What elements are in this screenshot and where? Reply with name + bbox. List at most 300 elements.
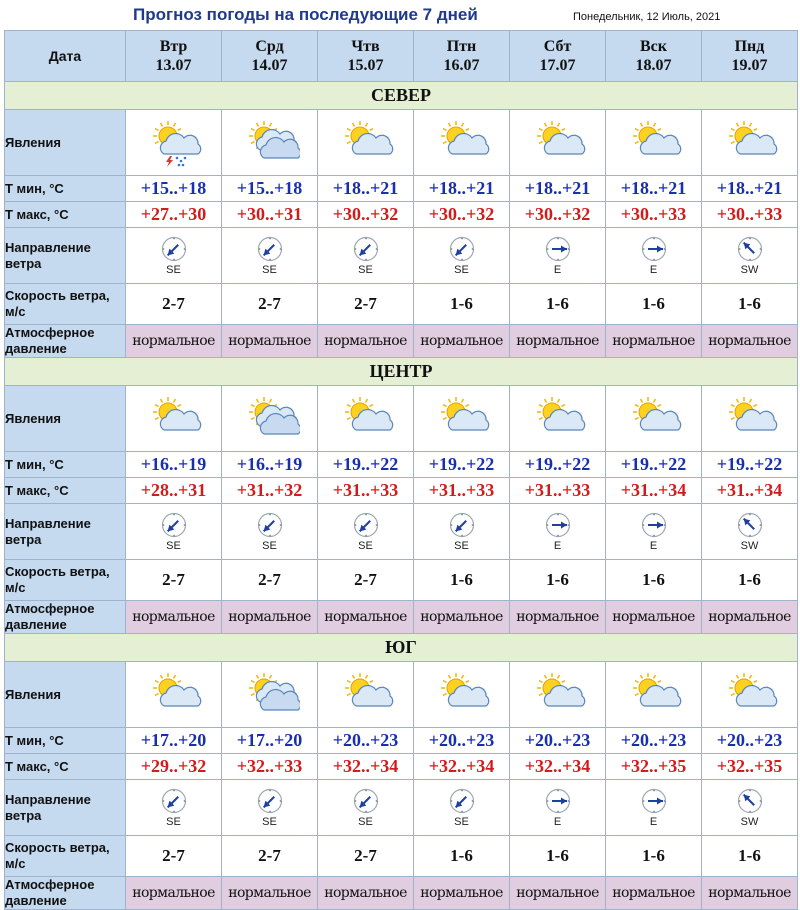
wind-speed-cell bbox=[510, 836, 606, 877]
tmin-value: +19..+22 bbox=[716, 454, 783, 474]
wind-direction-cell bbox=[222, 228, 318, 284]
tmax-cell bbox=[414, 202, 510, 228]
tmin-value: +20..+23 bbox=[716, 730, 783, 750]
partly-cloudy-icon bbox=[414, 670, 509, 720]
partly-cloudy-icon bbox=[702, 394, 797, 444]
wind-speed-cell bbox=[414, 284, 510, 325]
cloudy-sun-icon bbox=[222, 670, 317, 720]
tmin-cell bbox=[606, 728, 702, 754]
partly-cloudy-icon bbox=[510, 118, 605, 168]
wind-speed-cell bbox=[222, 560, 318, 601]
partly-cloudy-icon bbox=[606, 670, 701, 720]
pressure-cell: нормальное bbox=[414, 325, 510, 358]
wind-speed-value: 1-6 bbox=[450, 294, 473, 313]
day-header bbox=[126, 31, 222, 82]
pressure-row bbox=[5, 325, 798, 358]
compass-icon bbox=[510, 236, 605, 262]
wind-speed-value: 1-6 bbox=[546, 294, 569, 313]
day-date: 19.07 bbox=[731, 57, 768, 74]
tmax-cell bbox=[222, 754, 318, 780]
weather-cell bbox=[702, 110, 798, 176]
tmax-value: +29..+32 bbox=[140, 756, 207, 776]
wind-speed-cell bbox=[318, 284, 414, 325]
compass-icon bbox=[702, 512, 797, 538]
tmax-value: +32..+34 bbox=[428, 756, 495, 776]
day-date: 18.07 bbox=[635, 57, 672, 74]
compass-icon bbox=[126, 236, 221, 262]
row-label-tmax: Т макс, °С bbox=[5, 754, 126, 780]
day-date: 15.07 bbox=[347, 57, 384, 74]
wind-direction-cell bbox=[318, 228, 414, 284]
wind-speed-row bbox=[5, 836, 798, 877]
tmin-row bbox=[5, 452, 798, 478]
row-label-tmin: Т мин, °С bbox=[5, 176, 126, 202]
row-label-tmax: Т макс, °С bbox=[5, 202, 126, 228]
tmax-value: +31..+33 bbox=[332, 480, 399, 500]
wind-direction-label: SE bbox=[166, 539, 181, 552]
wind-speed-value: 1-6 bbox=[738, 846, 761, 865]
tmax-value: +30..+33 bbox=[620, 204, 687, 224]
forecast-table bbox=[4, 30, 798, 910]
date-column-label: Дата bbox=[5, 31, 126, 82]
compass-icon bbox=[126, 788, 221, 814]
cloudy-sun-icon bbox=[222, 118, 317, 168]
weather-cell bbox=[222, 110, 318, 176]
day-date: 13.07 bbox=[155, 57, 192, 74]
tmin-value: +18..+21 bbox=[620, 178, 687, 198]
wind-direction-row bbox=[5, 228, 798, 284]
weather-cell bbox=[510, 662, 606, 728]
tmin-value: +19..+22 bbox=[524, 454, 591, 474]
page-header bbox=[0, 0, 800, 30]
tmin-value: +19..+22 bbox=[428, 454, 495, 474]
partly-cloudy-icon bbox=[414, 118, 509, 168]
tmin-cell bbox=[702, 176, 798, 202]
tmin-row bbox=[5, 728, 798, 754]
wind-direction-label: SE bbox=[358, 263, 373, 276]
tmax-row bbox=[5, 202, 798, 228]
partly-cloudy-icon bbox=[510, 394, 605, 444]
wind-speed-value: 1-6 bbox=[738, 570, 761, 589]
tmax-value: +32..+34 bbox=[524, 756, 591, 776]
wind-speed-cell bbox=[510, 284, 606, 325]
region-name: СЕВЕР bbox=[5, 82, 798, 110]
tmax-row bbox=[5, 754, 798, 780]
wind-direction-cell bbox=[222, 504, 318, 560]
wind-direction-label: SW bbox=[740, 539, 759, 552]
wind-direction-cell bbox=[510, 504, 606, 560]
row-label-phenomena: Явления bbox=[5, 110, 126, 176]
tmax-value: +31..+34 bbox=[620, 480, 687, 500]
wind-speed-cell bbox=[318, 560, 414, 601]
weather-cell bbox=[606, 386, 702, 452]
partly-cloudy-icon bbox=[318, 670, 413, 720]
wind-speed-cell bbox=[318, 836, 414, 877]
wind-direction-label: SE bbox=[262, 539, 277, 552]
tmin-value: +20..+23 bbox=[524, 730, 591, 750]
wind-speed-cell bbox=[606, 560, 702, 601]
compass-icon bbox=[318, 788, 413, 814]
region-name: ЦЕНТР bbox=[5, 358, 798, 386]
tmax-cell bbox=[606, 202, 702, 228]
region-name: ЮГ bbox=[5, 634, 798, 662]
tmax-value: +32..+35 bbox=[620, 756, 687, 776]
wind-direction-label: SE bbox=[454, 539, 469, 552]
day-name: Чтв bbox=[351, 38, 380, 55]
row-label-pressure: Атмосферное давление bbox=[5, 601, 126, 634]
day-header bbox=[606, 31, 702, 82]
wind-direction-label: SW bbox=[740, 263, 759, 276]
weather-cell bbox=[702, 662, 798, 728]
tmax-value: +30..+32 bbox=[428, 204, 495, 224]
pressure-cell: нормальное bbox=[126, 325, 222, 358]
weather-cell bbox=[606, 662, 702, 728]
row-label-pressure: Атмосферное давление bbox=[5, 325, 126, 358]
pressure-cell: нормальное bbox=[414, 877, 510, 910]
wind-speed-value: 2-7 bbox=[162, 846, 185, 865]
wind-direction-row bbox=[5, 504, 798, 560]
tmin-value: +18..+21 bbox=[332, 178, 399, 198]
wind-direction-label: SE bbox=[454, 263, 469, 276]
compass-icon bbox=[222, 236, 317, 262]
partly-cloudy-icon bbox=[318, 118, 413, 168]
wind-speed-value: 1-6 bbox=[546, 570, 569, 589]
wind-speed-value: 1-6 bbox=[642, 846, 665, 865]
day-header bbox=[702, 31, 798, 82]
row-label-phenomena: Явления bbox=[5, 386, 126, 452]
tmax-cell bbox=[318, 202, 414, 228]
wind-speed-cell bbox=[126, 560, 222, 601]
tmin-value: +18..+21 bbox=[428, 178, 495, 198]
compass-icon bbox=[510, 788, 605, 814]
tmin-value: +18..+21 bbox=[524, 178, 591, 198]
weather-cell bbox=[318, 662, 414, 728]
partly-cloudy-icon bbox=[702, 118, 797, 168]
pressure-cell: нормальное bbox=[126, 601, 222, 634]
tmin-cell bbox=[510, 452, 606, 478]
tmin-cell bbox=[222, 728, 318, 754]
weather-cell bbox=[414, 110, 510, 176]
pressure-cell: нормальное bbox=[126, 877, 222, 910]
row-label-tmin: Т мин, °С bbox=[5, 452, 126, 478]
wind-direction-cell bbox=[606, 228, 702, 284]
tmin-value: +18..+21 bbox=[716, 178, 783, 198]
wind-direction-cell bbox=[510, 228, 606, 284]
wind-direction-label: SE bbox=[454, 815, 469, 828]
wind-direction-cell bbox=[126, 504, 222, 560]
wind-direction-cell bbox=[318, 780, 414, 836]
tmax-cell bbox=[510, 754, 606, 780]
day-name: Сбт bbox=[543, 38, 572, 55]
weather-cell bbox=[606, 110, 702, 176]
partly-cloudy-icon bbox=[702, 670, 797, 720]
tmin-cell bbox=[606, 176, 702, 202]
header-row bbox=[5, 31, 798, 82]
wind-direction-label: SE bbox=[166, 263, 181, 276]
wind-direction-cell bbox=[414, 228, 510, 284]
partly-cloudy-rain-thunder-icon bbox=[126, 118, 221, 168]
wind-direction-cell bbox=[606, 504, 702, 560]
tmin-cell bbox=[318, 176, 414, 202]
tmin-value: +20..+23 bbox=[332, 730, 399, 750]
partly-cloudy-icon bbox=[510, 670, 605, 720]
day-date: 17.07 bbox=[539, 57, 576, 74]
pressure-cell: нормальное bbox=[510, 601, 606, 634]
day-header bbox=[318, 31, 414, 82]
compass-icon bbox=[318, 512, 413, 538]
pressure-cell: нормальное bbox=[222, 325, 318, 358]
partly-cloudy-icon bbox=[414, 394, 509, 444]
pressure-cell: нормальное bbox=[606, 601, 702, 634]
tmin-cell bbox=[702, 452, 798, 478]
row-label-wind-direction: Направление ветра bbox=[5, 228, 126, 284]
wind-speed-value: 1-6 bbox=[642, 570, 665, 589]
tmax-cell bbox=[318, 754, 414, 780]
tmin-value: +20..+23 bbox=[620, 730, 687, 750]
current-date: Понедельник, 12 Июль, 2021 bbox=[573, 11, 721, 23]
weather-cell bbox=[510, 110, 606, 176]
tmax-cell bbox=[414, 754, 510, 780]
wind-speed-cell bbox=[126, 836, 222, 877]
wind-direction-cell bbox=[702, 780, 798, 836]
tmin-value: +19..+22 bbox=[332, 454, 399, 474]
tmin-cell bbox=[510, 176, 606, 202]
compass-icon bbox=[510, 512, 605, 538]
partly-cloudy-icon bbox=[126, 670, 221, 720]
row-label-wind-speed: Скорость ветра, м/с bbox=[5, 284, 126, 325]
wind-direction-cell bbox=[606, 780, 702, 836]
wind-speed-value: 2-7 bbox=[354, 294, 377, 313]
weather-cell bbox=[318, 110, 414, 176]
compass-icon bbox=[606, 236, 701, 262]
wind-speed-cell bbox=[702, 836, 798, 877]
wind-direction-label: E bbox=[649, 539, 658, 552]
wind-direction-cell bbox=[126, 780, 222, 836]
wind-direction-label: SW bbox=[740, 815, 759, 828]
tmax-cell bbox=[702, 478, 798, 504]
wind-speed-value: 1-6 bbox=[450, 846, 473, 865]
wind-direction-label: E bbox=[649, 815, 658, 828]
tmax-cell bbox=[318, 478, 414, 504]
tmax-value: +31..+33 bbox=[524, 480, 591, 500]
tmin-cell bbox=[606, 452, 702, 478]
weather-row bbox=[5, 110, 798, 176]
pressure-row bbox=[5, 877, 798, 910]
wind-direction-cell bbox=[222, 780, 318, 836]
tmax-value: +30..+32 bbox=[332, 204, 399, 224]
pressure-cell: нормальное bbox=[606, 877, 702, 910]
pressure-row bbox=[5, 601, 798, 634]
row-label-tmax: Т макс, °С bbox=[5, 478, 126, 504]
tmax-cell bbox=[126, 202, 222, 228]
day-name: Пнд bbox=[734, 38, 765, 55]
wind-direction-label: SE bbox=[166, 815, 181, 828]
compass-icon bbox=[222, 788, 317, 814]
weather-row bbox=[5, 662, 798, 728]
wind-speed-value: 2-7 bbox=[258, 294, 281, 313]
weather-cell bbox=[414, 386, 510, 452]
wind-direction-label: SE bbox=[358, 815, 373, 828]
tmin-cell bbox=[222, 176, 318, 202]
wind-speed-value: 2-7 bbox=[354, 846, 377, 865]
tmin-value: +17..+20 bbox=[140, 730, 207, 750]
wind-speed-cell bbox=[414, 560, 510, 601]
pressure-cell: нормальное bbox=[222, 877, 318, 910]
pressure-cell: нормальное bbox=[606, 325, 702, 358]
tmax-value: +32..+35 bbox=[716, 756, 783, 776]
partly-cloudy-icon bbox=[318, 394, 413, 444]
compass-icon bbox=[222, 512, 317, 538]
pressure-cell: нормальное bbox=[702, 325, 798, 358]
pressure-cell: нормальное bbox=[318, 601, 414, 634]
tmax-value: +28..+31 bbox=[140, 480, 207, 500]
cloudy-sun-icon bbox=[222, 394, 317, 444]
wind-direction-row bbox=[5, 780, 798, 836]
tmin-cell bbox=[702, 728, 798, 754]
weather-cell bbox=[126, 386, 222, 452]
weather-cell bbox=[414, 662, 510, 728]
compass-icon bbox=[606, 512, 701, 538]
tmax-cell bbox=[510, 478, 606, 504]
wind-direction-cell bbox=[702, 504, 798, 560]
pressure-cell: нормальное bbox=[222, 601, 318, 634]
region-row bbox=[5, 82, 798, 110]
weather-cell bbox=[510, 386, 606, 452]
tmax-cell bbox=[510, 202, 606, 228]
wind-speed-value: 2-7 bbox=[354, 570, 377, 589]
tmax-value: +31..+34 bbox=[716, 480, 783, 500]
day-date: 16.07 bbox=[443, 57, 480, 74]
wind-speed-value: 1-6 bbox=[546, 846, 569, 865]
tmax-cell bbox=[222, 202, 318, 228]
wind-speed-cell bbox=[414, 836, 510, 877]
tmax-cell bbox=[414, 478, 510, 504]
tmin-cell bbox=[414, 176, 510, 202]
wind-direction-cell bbox=[702, 228, 798, 284]
region-row bbox=[5, 358, 798, 386]
tmax-value: +31..+33 bbox=[428, 480, 495, 500]
weather-cell bbox=[318, 386, 414, 452]
partly-cloudy-icon bbox=[606, 118, 701, 168]
wind-direction-label: SE bbox=[358, 539, 373, 552]
wind-speed-cell bbox=[222, 836, 318, 877]
tmin-cell bbox=[318, 728, 414, 754]
wind-speed-value: 1-6 bbox=[738, 294, 761, 313]
tmin-value: +19..+22 bbox=[620, 454, 687, 474]
compass-icon bbox=[126, 512, 221, 538]
compass-icon bbox=[318, 236, 413, 262]
wind-speed-value: 2-7 bbox=[162, 294, 185, 313]
wind-speed-value: 2-7 bbox=[162, 570, 185, 589]
partly-cloudy-icon bbox=[606, 394, 701, 444]
tmin-value: +16..+19 bbox=[236, 454, 303, 474]
pressure-cell: нормальное bbox=[702, 601, 798, 634]
wind-speed-cell bbox=[126, 284, 222, 325]
compass-icon bbox=[414, 512, 509, 538]
wind-speed-value: 2-7 bbox=[258, 846, 281, 865]
tmax-value: +32..+34 bbox=[332, 756, 399, 776]
wind-speed-value: 2-7 bbox=[258, 570, 281, 589]
wind-direction-label: SE bbox=[262, 815, 277, 828]
tmin-value: +15..+18 bbox=[140, 178, 207, 198]
pressure-cell: нормальное bbox=[414, 601, 510, 634]
wind-speed-value: 1-6 bbox=[642, 294, 665, 313]
wind-direction-label: E bbox=[649, 263, 658, 276]
day-name: Втр bbox=[159, 38, 188, 55]
partly-cloudy-icon bbox=[126, 394, 221, 444]
wind-direction-cell bbox=[318, 504, 414, 560]
page-title: Прогноз погоды на последующие 7 дней bbox=[133, 5, 478, 24]
weather-row bbox=[5, 386, 798, 452]
day-name: Срд bbox=[255, 38, 284, 55]
compass-icon bbox=[414, 236, 509, 262]
tmax-cell bbox=[702, 202, 798, 228]
tmin-row bbox=[5, 176, 798, 202]
day-date: 14.07 bbox=[251, 57, 288, 74]
pressure-cell: нормальное bbox=[702, 877, 798, 910]
compass-icon bbox=[702, 788, 797, 814]
row-label-wind-direction: Направление ветра bbox=[5, 504, 126, 560]
compass-icon bbox=[702, 236, 797, 262]
tmax-value: +31..+32 bbox=[236, 480, 303, 500]
tmin-cell bbox=[126, 452, 222, 478]
pressure-cell: нормальное bbox=[318, 325, 414, 358]
wind-direction-label: E bbox=[553, 815, 562, 828]
wind-speed-cell bbox=[510, 560, 606, 601]
tmax-cell bbox=[126, 754, 222, 780]
tmin-cell bbox=[414, 728, 510, 754]
wind-speed-cell bbox=[606, 284, 702, 325]
day-header bbox=[222, 31, 318, 82]
tmin-cell bbox=[414, 452, 510, 478]
compass-icon bbox=[606, 788, 701, 814]
day-header bbox=[414, 31, 510, 82]
wind-speed-row bbox=[5, 560, 798, 601]
tmax-value: +32..+33 bbox=[236, 756, 303, 776]
tmin-value: +16..+19 bbox=[140, 454, 207, 474]
wind-direction-label: E bbox=[553, 539, 562, 552]
wind-speed-cell bbox=[702, 560, 798, 601]
wind-speed-value: 1-6 bbox=[450, 570, 473, 589]
wind-direction-cell bbox=[414, 780, 510, 836]
pressure-cell: нормальное bbox=[510, 877, 606, 910]
weather-cell bbox=[222, 386, 318, 452]
day-header bbox=[510, 31, 606, 82]
weather-cell bbox=[126, 110, 222, 176]
row-label-tmin: Т мин, °С bbox=[5, 728, 126, 754]
tmax-cell bbox=[126, 478, 222, 504]
tmax-cell bbox=[606, 478, 702, 504]
wind-speed-cell bbox=[606, 836, 702, 877]
weather-cell bbox=[702, 386, 798, 452]
compass-icon bbox=[414, 788, 509, 814]
wind-direction-cell bbox=[414, 504, 510, 560]
wind-direction-label: SE bbox=[262, 263, 277, 276]
tmin-cell bbox=[318, 452, 414, 478]
tmax-value: +30..+33 bbox=[716, 204, 783, 224]
tmin-value: +15..+18 bbox=[236, 178, 303, 198]
region-row bbox=[5, 634, 798, 662]
weather-cell bbox=[126, 662, 222, 728]
row-label-pressure: Атмосферное давление bbox=[5, 877, 126, 910]
wind-speed-cell bbox=[702, 284, 798, 325]
tmax-value: +27..+30 bbox=[140, 204, 207, 224]
wind-direction-cell bbox=[510, 780, 606, 836]
wind-speed-row bbox=[5, 284, 798, 325]
wind-direction-cell bbox=[126, 228, 222, 284]
tmax-value: +30..+32 bbox=[524, 204, 591, 224]
tmin-cell bbox=[126, 176, 222, 202]
